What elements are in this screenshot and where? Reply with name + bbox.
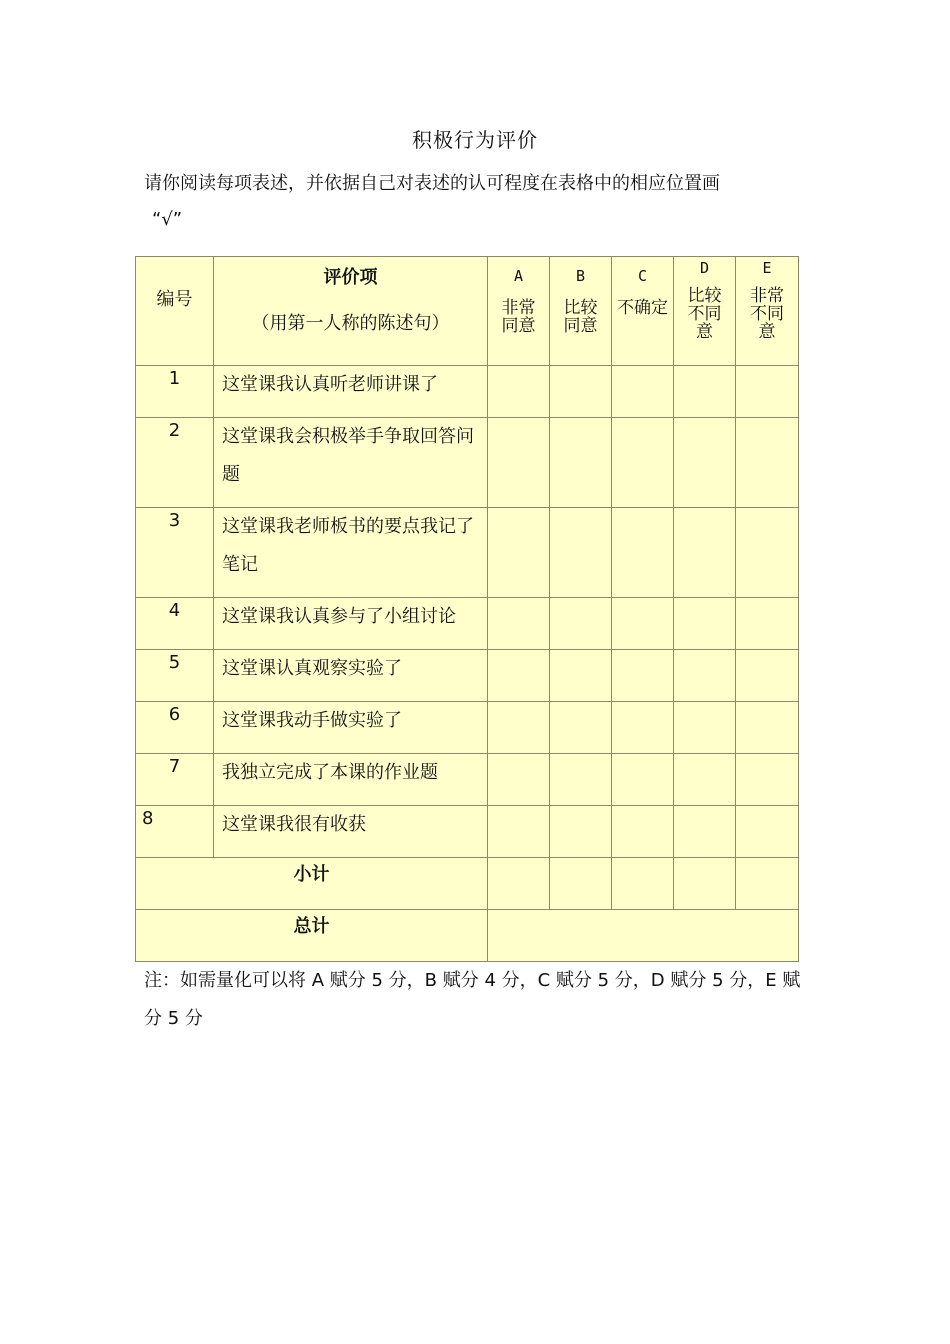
answer-cell-b[interactable] [550,754,612,806]
answer-cell-c[interactable] [612,702,674,754]
table-row [136,702,799,754]
header-option-d [674,257,736,366]
header-item-note: （用第一人称的陈述句） [251,313,450,334]
option-label: 比较不同意 [687,286,722,342]
row-statement: 这堂课我动手做实验了 [214,702,488,754]
answer-cell-d[interactable] [674,806,736,858]
answer-cell-d[interactable] [674,650,736,702]
row-statement: 这堂课我很有收获 [214,806,488,858]
answer-cell-e[interactable] [736,366,799,418]
table-row [136,598,799,650]
answer-cell-e[interactable] [736,806,799,858]
answer-cell-c[interactable] [612,650,674,702]
answer-cell-e[interactable] [736,754,799,806]
answer-cell-e[interactable] [736,418,799,508]
answer-cell-c[interactable] [612,418,674,508]
row-number: 7 [136,754,214,806]
answer-cell-c[interactable] [612,754,674,806]
instructions-text: 请你阅读每项表述，并依据自己对表述的认可程度在表格中的相应位置画 [144,173,720,194]
subtotal-cell-d[interactable] [674,858,736,910]
subtotal-cell-a[interactable] [488,858,550,910]
answer-cell-d[interactable] [674,366,736,418]
table-header-row [136,257,799,366]
answer-cell-b[interactable] [550,806,612,858]
subtotal-cell-b[interactable] [550,858,612,910]
answer-cell-d[interactable] [674,754,736,806]
table-row [136,508,799,598]
option-letter: A [513,267,524,285]
row-number: 6 [136,702,214,754]
row-number: 1 [136,366,214,418]
row-number: 2 [136,418,214,508]
instructions [144,166,804,238]
answer-cell-b[interactable] [550,508,612,598]
answer-cell-a[interactable] [488,418,550,508]
row-statement: 这堂课我老师板书的要点我记了笔记 [214,508,488,598]
answer-cell-b[interactable] [550,702,612,754]
answer-cell-e[interactable] [736,702,799,754]
answer-cell-b[interactable] [550,598,612,650]
answer-cell-d[interactable] [674,508,736,598]
answer-cell-a[interactable] [488,366,550,418]
option-letter: B [575,267,586,285]
header-option-e [736,257,799,366]
total-label: 总计 [136,910,488,962]
header-option-c [612,257,674,366]
answer-cell-a[interactable] [488,598,550,650]
row-statement: 这堂课认真观察实验了 [214,650,488,702]
answer-cell-b[interactable] [550,366,612,418]
table-row [136,806,799,858]
table-row [136,418,799,508]
subtotal-label: 小计 [136,858,488,910]
subtotal-row [136,858,799,910]
option-label: 非常不同意 [750,286,784,342]
answer-cell-e[interactable] [736,598,799,650]
row-statement: 我独立完成了本课的作业题 [214,754,488,806]
row-statement: 这堂课我认真听老师讲课了 [214,366,488,418]
header-option-b [550,257,612,366]
total-cell[interactable] [488,910,799,962]
header-option-a [488,257,550,366]
answer-cell-a[interactable] [488,702,550,754]
option-letter: D [699,259,710,277]
option-letter: C [637,267,648,285]
row-number: 3 [136,508,214,598]
page-title: 积极行为评价 [412,128,538,152]
answer-cell-e[interactable] [736,650,799,702]
row-number: 4 [136,598,214,650]
header-item-title: 评价项 [323,267,378,288]
row-statement: 这堂课我认真参与了小组讨论 [214,598,488,650]
answer-cell-a[interactable] [488,806,550,858]
table-row [136,650,799,702]
answer-cell-a[interactable] [488,508,550,598]
row-statement: 这堂课我会积极举手争取回答问题 [214,418,488,508]
answer-cell-d[interactable] [674,598,736,650]
subtotal-cell-c[interactable] [612,858,674,910]
answer-cell-d[interactable] [674,702,736,754]
answer-cell-c[interactable] [612,366,674,418]
option-label: 非常同意 [501,298,536,336]
answer-cell-c[interactable] [612,508,674,598]
row-number: 5 [136,650,214,702]
table-row [136,754,799,806]
option-letter: E [762,259,772,277]
answer-cell-c[interactable] [612,806,674,858]
checkmark-symbol: “√” [152,209,183,230]
table-row [136,366,799,418]
header-number: 编号 [136,257,214,366]
answer-cell-d[interactable] [674,418,736,508]
answer-cell-e[interactable] [736,508,799,598]
answer-cell-b[interactable] [550,418,612,508]
header-item [214,257,488,366]
option-label: 比较同意 [563,298,598,336]
answer-cell-a[interactable] [488,754,550,806]
total-row [136,910,799,962]
subtotal-cell-e[interactable] [736,858,799,910]
answer-cell-c[interactable] [612,598,674,650]
answer-cell-a[interactable] [488,650,550,702]
evaluation-table [135,256,799,962]
option-label: 不确定 [617,298,668,318]
row-number: 8 [136,806,214,858]
scoring-note: 注：如需量化可以将 A 赋分 5 分，B 赋分 4 分，C 赋分 5 分，D 赋分 5 分，E 赋分 5 分 [144,970,801,1029]
answer-cell-b[interactable] [550,650,612,702]
